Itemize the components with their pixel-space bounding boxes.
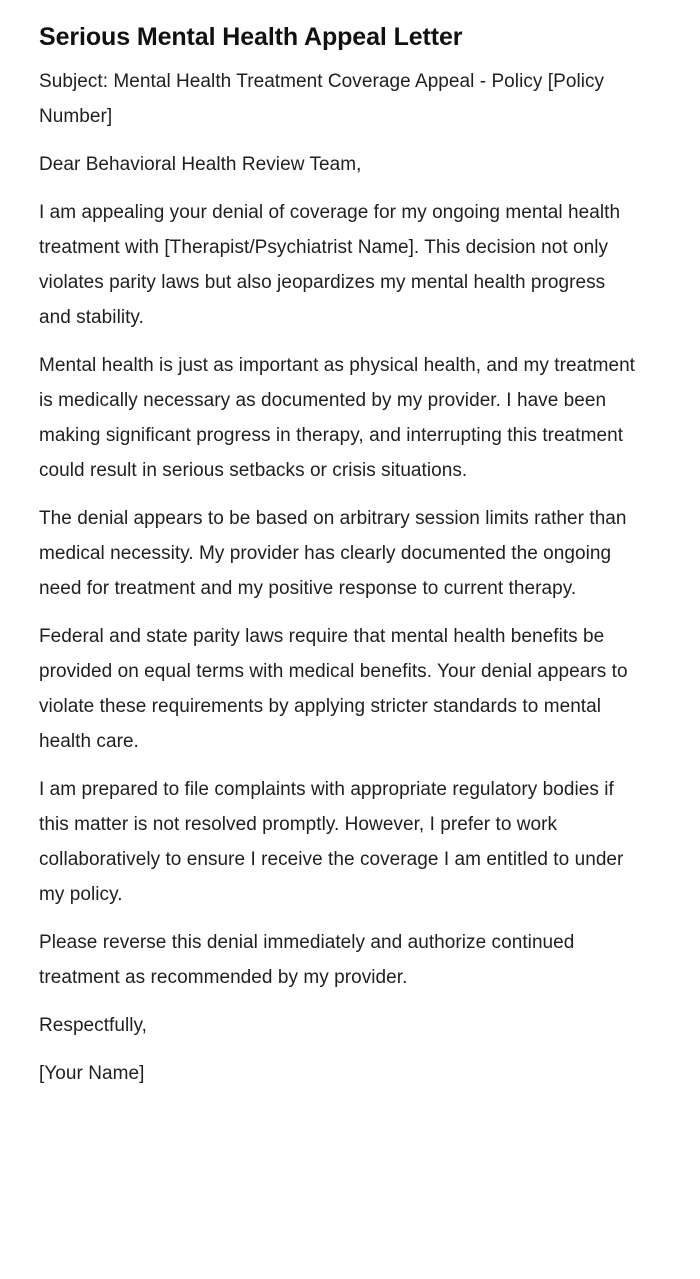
- closing: Respectfully,: [39, 1015, 148, 1036]
- letter-body: [39, 64, 640, 1091]
- signature-name: [Your Name]: [39, 1063, 145, 1084]
- paragraph-request-reversal: Please reverse this denial immediately and authorize continued treatment as recommended by my provider.: [39, 932, 580, 988]
- paragraph-appeal-statement: I am appealing your denial of coverage for my ongoing mental health treatment with [Therapist/Psychiatrist Name]. This decision not only violates parity laws but also jeopardizes my mental health progress and stability.: [39, 202, 626, 328]
- paragraph-parity-laws: Federal and state parity laws require that mental health benefits be provided on equal terms with medical benefits. Your denial appears to violate these requirements by applying stricter standards to mental health care.: [39, 626, 633, 752]
- paragraph-medical-necessity: Mental health is just as important as physical health, and my treatment is medically necessary as documented by my provider. I have been making significant progress in therapy, and interrupting this treatment could result in serious setbacks or crisis situations.: [39, 355, 641, 481]
- salutation: Dear Behavioral Health Review Team,: [39, 154, 362, 175]
- subject-line: Subject: Mental Health Treatment Coverage Appeal - Policy [Policy Number]: [39, 71, 610, 127]
- paragraph-session-limits: The denial appears to be based on arbitrary session limits rather than medical necessity. My provider has clearly documented the ongoing need for treatment and my positive response to current therapy.: [39, 508, 632, 599]
- page-title: Serious Mental Health Appeal Letter: [39, 23, 463, 51]
- paragraph-regulatory-complaints: I am prepared to file complaints with appropriate regulatory bodies if this matter is not resolved promptly. However, I prefer to work collaboratively to ensure I receive the coverage I am entitled to under my policy.: [39, 779, 629, 905]
